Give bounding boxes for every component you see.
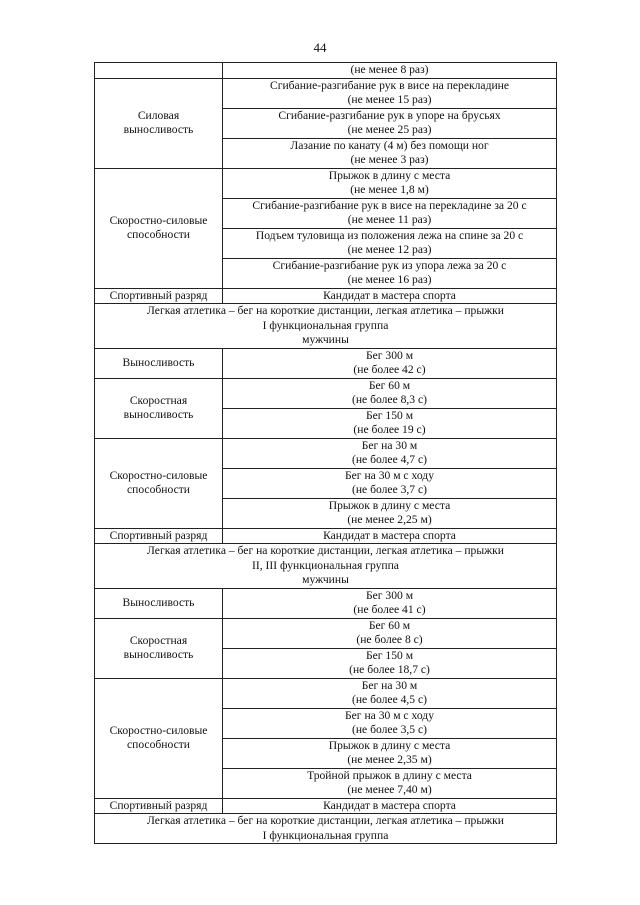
functional-group: I функциональная группа [262, 828, 389, 842]
test-result: (не более 42 с) [353, 363, 426, 376]
table-row [95, 678, 557, 708]
test-result: (не более 3,7 с) [351, 483, 428, 496]
table-row [95, 438, 557, 468]
test-result: (не более 18,7 с) [349, 663, 430, 676]
test-name: Бег на 30 м с ходу [345, 468, 434, 482]
gender-label: мужчины [302, 573, 349, 586]
test-cell [223, 678, 557, 708]
test-cell [223, 378, 557, 408]
rank-label: Спортивный разряд [95, 528, 223, 544]
test-cell [223, 708, 557, 738]
table-row [95, 618, 557, 648]
test-result: (не менее 2,25 м) [347, 513, 432, 526]
test-result: (не менее 25 раз) [347, 123, 432, 136]
rank-row [95, 288, 557, 304]
section-title: Легкая атлетика – бег на короткие дистанции, легкая атлетика – прыжки [147, 544, 504, 557]
test-name: Прыжок в длину с места [328, 738, 451, 752]
section-title: Легкая атлетика – бег на короткие дистанции, легкая атлетика – прыжки [147, 304, 504, 317]
quality-cell [95, 588, 223, 618]
quality-cell [95, 438, 223, 528]
table-row [95, 78, 557, 108]
table-row [95, 168, 557, 198]
section-header-row [95, 544, 557, 589]
test-cell [223, 768, 557, 798]
functional-group: II, III функциональная группа [252, 558, 399, 572]
quality-label: выносливость [123, 408, 194, 421]
test-name: Бег 150 м [365, 408, 414, 422]
quality-label: Скоростно-силовые [109, 213, 208, 227]
test-cell [223, 108, 557, 138]
test-result: (не более 4,7 с) [351, 453, 428, 466]
section-header-row [95, 814, 557, 844]
test-result: (не менее 1,8 м) [350, 183, 429, 196]
test-result: (не более 41 с) [353, 603, 426, 616]
quality-label: Скоростная [129, 633, 188, 647]
gender-label: мужчины [302, 333, 349, 346]
test-cell [223, 738, 557, 768]
test-cell [223, 408, 557, 438]
test-result: (не более 19 с) [353, 423, 426, 436]
quality-label: способности [127, 228, 190, 241]
quality-cell [95, 378, 223, 438]
norms-table [94, 62, 557, 844]
table-row [95, 378, 557, 408]
test-result: (не менее 12 раз) [347, 243, 432, 256]
test-name: Тройной прыжок в длину с места [307, 768, 472, 782]
test-cell [223, 198, 557, 228]
test-cell [223, 648, 557, 678]
test-result: (не менее 16 раз) [347, 273, 432, 286]
test-cell [223, 258, 557, 288]
test-cell [223, 63, 557, 79]
test-name: Сгибание-разгибание рук в висе на перекладине [269, 78, 510, 92]
test-result: (не менее 15 раз) [347, 93, 432, 106]
rank-row [95, 528, 557, 544]
test-cell [223, 138, 557, 168]
test-result: (не менее 7,40 м) [347, 783, 432, 796]
test-name: Прыжок в длину с места [328, 168, 451, 182]
test-name: Бег 60 м [368, 618, 411, 632]
test-name: Прыжок в длину с места [328, 498, 451, 512]
quality-cell [95, 78, 223, 168]
test-cell [223, 438, 557, 468]
test-cell [223, 168, 557, 198]
test-result: (не менее 3 раз) [350, 153, 429, 166]
quality-label: способности [127, 483, 190, 496]
quality-cell [95, 678, 223, 798]
quality-label: выносливость [123, 123, 194, 136]
section-header-row [95, 304, 557, 349]
rank-value: Кандидат в мастера спорта [223, 288, 557, 304]
test-name: Сгибание-разгибание рук в висе на перекладине за 20 с [252, 198, 527, 212]
section-header [95, 814, 557, 844]
test-cell [223, 498, 557, 528]
test-name: Подъем туловища из положения лежа на спине за 20 с [255, 228, 524, 242]
test-cell [223, 618, 557, 648]
test-result: (не более 8,3 с) [351, 393, 428, 406]
rank-label: Спортивный разряд [95, 798, 223, 814]
quality-label: Выносливость [122, 355, 195, 369]
quality-cell [95, 618, 223, 678]
quality-label: выносливость [123, 648, 194, 661]
quality-cell-empty [95, 63, 223, 79]
test-cell [223, 348, 557, 378]
test-name: Бег на 30 м с ходу [345, 708, 434, 722]
rank-label: Спортивный разряд [95, 288, 223, 304]
table-row [95, 348, 557, 378]
test-name: Бег на 30 м [361, 438, 418, 452]
test-name: Бег 300 м [365, 588, 414, 602]
quality-label: Силовая [137, 108, 180, 122]
test-name: Сгибание-разгибание рук в упоре на брусьях [278, 108, 501, 122]
rank-row [95, 798, 557, 814]
table-row [95, 63, 557, 79]
quality-cell [95, 348, 223, 378]
test-name: Бег на 30 м [361, 678, 418, 692]
test-result: (не менее 11 раз) [347, 213, 432, 226]
test-name: Лазание по канату (4 м) без помощи ног [290, 138, 489, 152]
quality-label: Выносливость [122, 595, 195, 609]
rank-value: Кандидат в мастера спорта [223, 528, 557, 544]
section-title: Легкая атлетика – бег на короткие дистанции, легкая атлетика – прыжки [147, 814, 504, 827]
table-row [95, 588, 557, 618]
test-result: (не более 8 с) [356, 633, 423, 646]
test-result: (не менее 2,35 м) [347, 753, 432, 766]
test-name: Сгибание-разгибание рук из упора лежа за 20 с [272, 258, 507, 272]
quality-label: Скоростная [129, 393, 188, 407]
page-number: 44 [313, 40, 327, 55]
test-name: Бег 300 м [365, 348, 414, 362]
test-cell [223, 588, 557, 618]
test-result: (не более 3,5 с) [351, 723, 428, 736]
test-result: (не более 4,5 с) [351, 693, 428, 706]
section-header [95, 304, 557, 349]
test-cell [223, 468, 557, 498]
quality-cell [95, 168, 223, 288]
test-name: Бег 150 м [365, 648, 414, 662]
test-cell [223, 228, 557, 258]
test-name: Бег 60 м [368, 378, 411, 392]
quality-label: Скоростно-силовые [109, 723, 208, 737]
section-header [95, 544, 557, 589]
functional-group: I функциональная группа [262, 318, 389, 332]
rank-value: Кандидат в мастера спорта [223, 798, 557, 814]
test-cell [223, 78, 557, 108]
test-result: (не менее 8 раз) [350, 63, 429, 76]
quality-label: способности [127, 738, 190, 751]
quality-label: Скоростно-силовые [109, 468, 208, 482]
